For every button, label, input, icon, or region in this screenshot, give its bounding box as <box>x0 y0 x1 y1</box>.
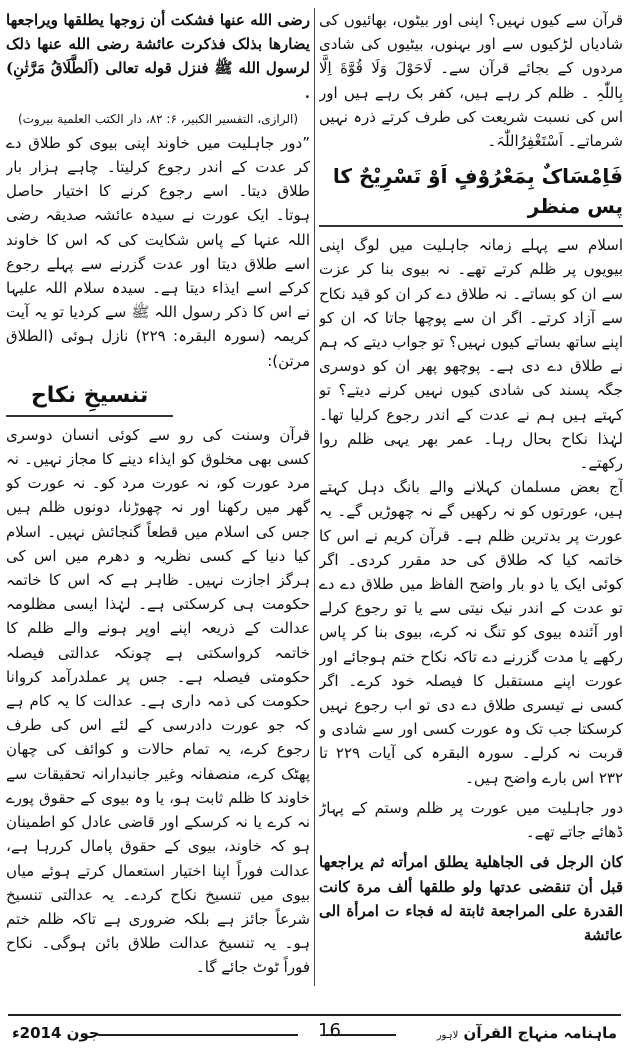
section-heading-tanseekh: تنسیخِ نکاح <box>6 381 173 417</box>
right-paragraph-4: دور جاہلیت میں عورت پر ظلم وستم کے پہاڑ ڈھائے جاتے تھے۔ <box>319 798 623 842</box>
tafsir-reference: (الرازی، التفسیر الکبیر، ۶: ۸۲، دار الکتب العلمیة بیروت) <box>17 111 299 126</box>
right-paragraph-1: قرآن سے کیوں نہیں؟ اپنی اور بیٹوں، بھائیوں کی شادیاں لڑکیوں سے اور بہنوں، بیٹیوں کی شادی مردوں کے بجائے قرآن سے۔ لَاحَوْلَ وَلَا قُوَّةَ اِلَّا بِاللّٰہِ ۔ ظلم کر رہے ہیں، کفر بک رہے ہیں اور اس کی نسبت شریعت کی طرف کرتے ذرہ نہیں شرماتے۔ اَسْتَغْفِرُاللّٰہَ۔ <box>319 11 623 151</box>
magazine-city: لاہور <box>436 1030 459 1041</box>
column-divider <box>314 8 315 986</box>
page-number: 16 <box>318 1020 341 1041</box>
left-paragraph-1: ”دور جاہلیت میں خاوند اپنی بیوی کو طلاق دے کر عدت کے اندر رجوع کرلیتا۔ چاہے ہزار بار طلاق دیتا۔ اسے رجوع کرنے کا اختیار حاصل ہوتا۔ ایک عورت نے سیدہ عائشہ صدیقہ رضی اللہ عنہا کے پاس شکایت کی کہ اس کا خاوند اسے طلاق دیتا اور عدت گزرنے سے پہلے رجوع کرکے اسے ایذاء دیتا ہے۔ سیدہ سلام اللہ علیہا نے اس کا ذکر رسول اللہ ﷺ سے کردیا تو یہ آیت کریمہ (سورہ البقرہ: ۲۲۹) نازل ہوئی (الطلاق مرتن): <box>6 133 310 370</box>
right-column <box>319 8 623 986</box>
right-paragraph-3: آج بعض مسلمان کہلانے والے بانگ دہل کہتے ہیں، عورتوں کو نہ رکھیں گے نہ چھوڑیں گے۔ یہ عورت پر بدترین ظلم ہے۔ قرآن کریم نے اس کا خاتمہ کیا کہ طلاق کی حد مقرر کردی۔ اگر کوئی ایک یا دو بار واضح الفاظ میں طلاق دے دے تو عدت کے اندر نیک نیتی سے یا تو رجوع کرلے اور آئندہ بیوی کو تنگ نہ کرے، بیوی بنا کر پاس رکھے یا مدت گزرنے دے تاکہ نکاح ختم ہوجائے اور عورت اپنے مستقبل کا فیصلہ خود کرے۔ اگر کسی نے تیسری طلاق دے دی تو اب رجوع نہیں کرسکتا جب تک وہ عورت کسی اور سے شادی و قربت نہ کرلے۔ سورہ البقرہ کی آیات ۲۲۹ تا ۲۳۲ اس بارے واضح ہیں۔ <box>319 478 623 787</box>
page-footer <box>8 1014 621 1046</box>
left-column <box>6 8 310 986</box>
issue-date: جون 2014ء <box>12 1024 100 1042</box>
arabic-quote-start: کان الرجل فی الجاھلیة یطلق امرأته ثم یراجعھا قبل أن تنقضی عدتھا ولو طلقھا ألف مرة کانت القدرة علی المراجعة ثابتة له فجاء ت امرأة الی عائشة <box>319 853 623 944</box>
footer-rule-left <box>98 1034 298 1036</box>
arabic-quote-end: رضی الله عنھا فشکت أن زوجھا یطلقھا ویراجعھا یضارھا بذلک فذکرت عائشة رضی الله عنھا ذلک لرسول الله ﷺ فنزل قوله تعالی (اَلطَّلَاقُ مَرَّتٰنِ) . <box>6 11 310 102</box>
magazine-title <box>437 1024 617 1042</box>
magazine-name: ماہنامہ منہاج القرآن <box>463 1024 617 1042</box>
right-paragraph-2: اسلام سے پہلے زمانہ جاہلیت میں لوگ اپنی بیویوں پر ظلم کرتے تھے۔ نہ بیوی بنا کر عزت سے ان کو بساتے۔ نہ طلاق دے کر ان کو قید نکاح سے آزاد کرتے۔ اگر ان سے پوچھا جاتا کہ ان کو اپنے ساتھ بساتے کیوں نہیں؟ تو جواب دیتے کہ ہم نے طلاق دے دی ہے۔ پوچھو پھر ان کو دوسری جگہ پسند کی شادی کیوں نہیں کرنے دیتے؟ تو کہتے ہیں ہم نے عدت کے اندر رجوع کرلیا تھا۔ لہٰذا نکاح بحال رہا۔ عمر بھر یہی ظلم روا رکھتے۔ <box>319 236 623 473</box>
section-heading-imsak: فَاِمْسَاکٌ بِمَعْرُوْفٍ اَوْ تَسْرِیْحٌ کا پس منظر <box>319 161 623 227</box>
left-paragraph-2: قرآن وسنت کی رو سے کوئی انسان دوسری کسی بھی مخلوق کو ایذاء دینے کا مجاز نہیں۔ نہ مرد عورت کو، نہ عورت مرد کو۔ نہ عورت کو گھر میں رکھنا اور نہ چھوڑنا، دونوں ظلم ہیں جس کی اسلام میں قطعاً گنجائش نہیں۔ اسلام کیا دنیا کے کسی نظریہ و دھرم میں اس کی ہرگز اجازت نہیں۔ ظاہر ہے کہ اس کا خاتمہ حکومت ہی کرسکتی ہے۔ لہٰذا ایسی مظلومہ عدالت کے ذریعہ اپنے اوپر ہونے والے ظلم کا خاتمہ کرواسکتی ہے چونکہ عدالتی فیصلہ حکومتی فیصلہ ہے۔ جس پر عملدرآمد کروانا حکومت کی ذمہ داری ہے۔ عدالت کا یہ کام ہے کہ جو عورت دادرسی کے لئے اس کی طرف رجوع کرے، یہ تمام حالات و کوائف کی چھان پھٹک کرے، منصفانہ وغیر جانبدارانہ تحقیقات سے خاوند کا ظلم ثابت ہو، یا وہ بیوی کے حقوق پورے نہ کرے یا نہ کرسکے اور قاضی عادل کو اطمینان ہو کہ خاوند، بیوی کے حقوق پامال کررہا ہے، عدالت فوراً اپنا اختیار استعمال کرتے ہوئے میاں بیوی میں تنسیخ نکاح کردے۔ یہ عدالتی تنسیخ شرعاً جائز ہے بلکہ ضروری ہے تاکہ ظلم ختم ہو۔ یہ تنسیخ عدالت طلاق بائن ہوگی۔ نکاح فوراً ٹوٹ جائے گا۔ <box>6 425 310 977</box>
